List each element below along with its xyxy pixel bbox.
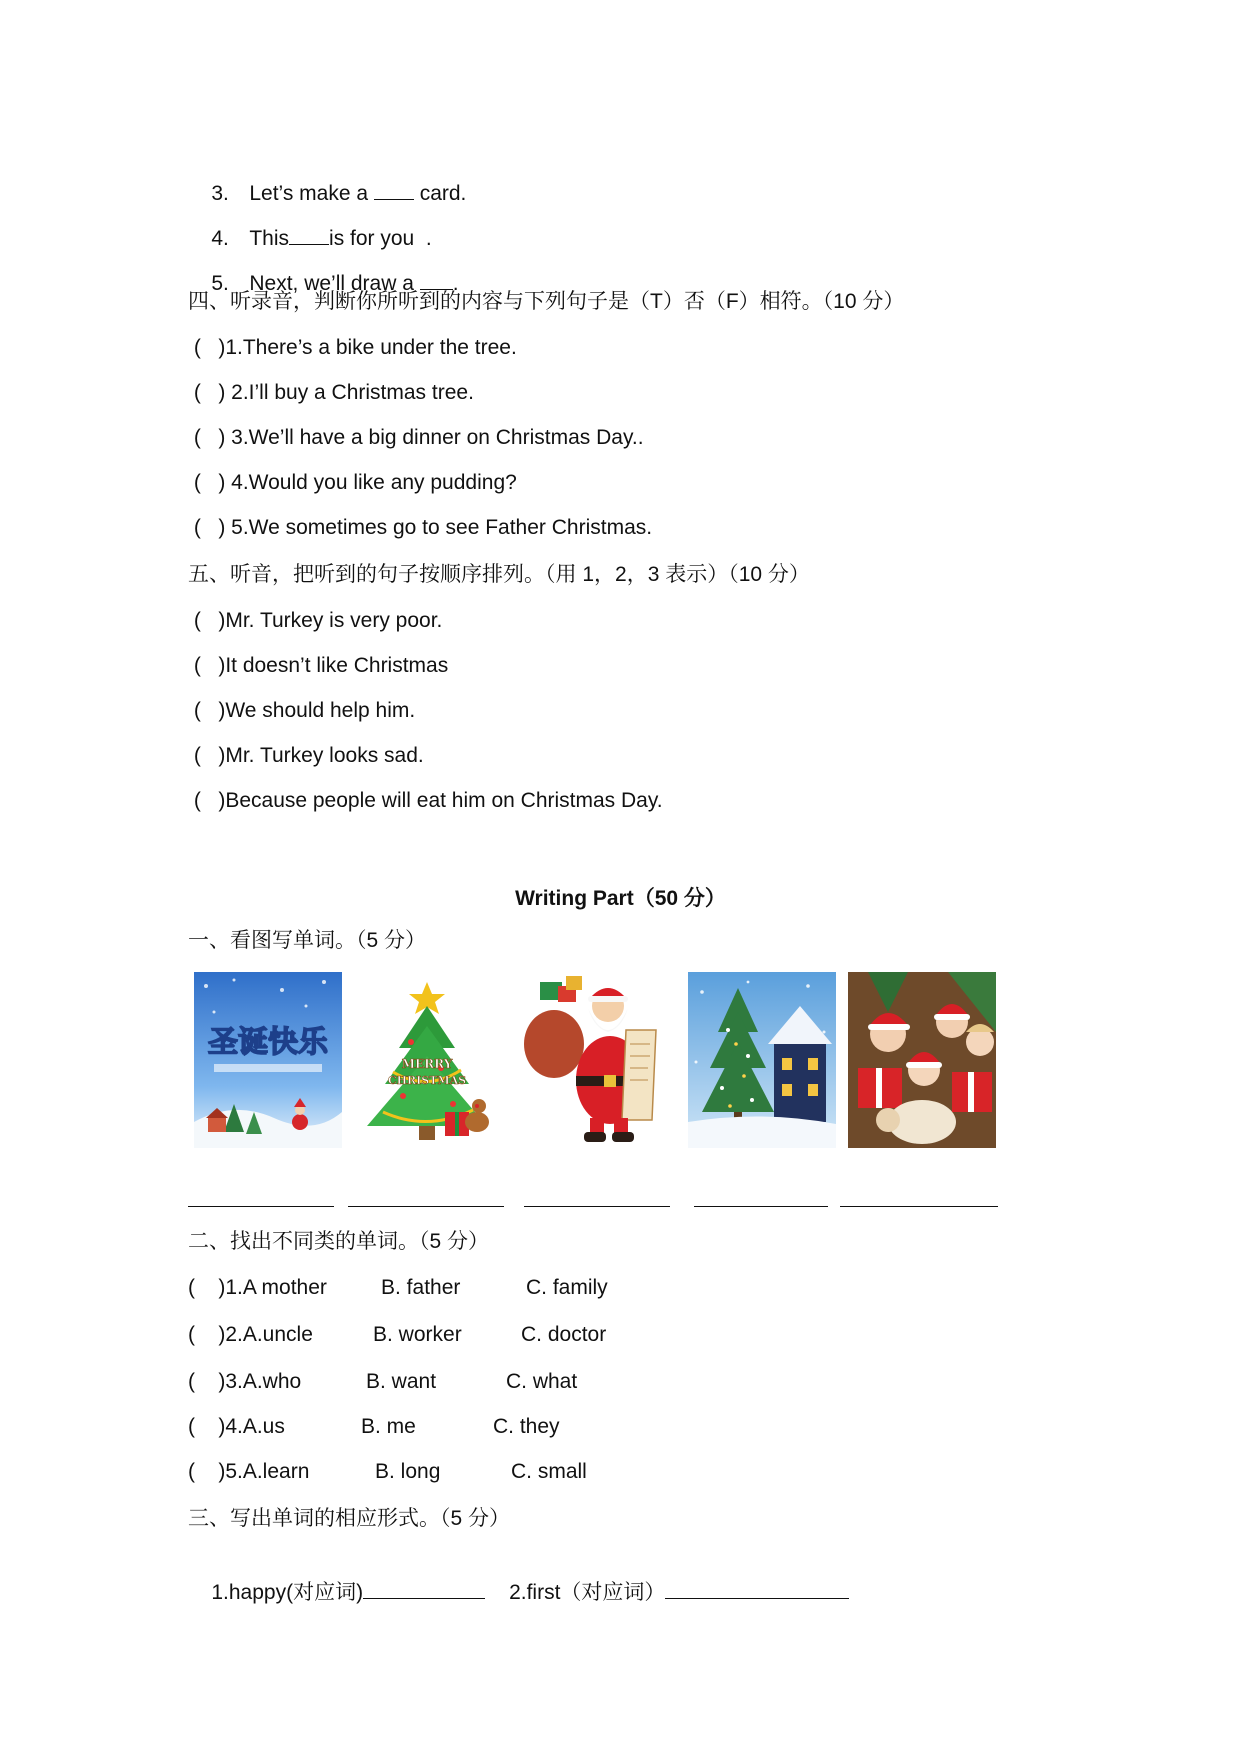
item-number: 3. — [211, 182, 229, 205]
writing-1-heading: 一、看图写单词。（5 分） — [188, 929, 427, 952]
option-b: B. me — [361, 1415, 416, 1438]
order-item-3: ( )We should help him. — [188, 699, 416, 722]
merry-christmas-card-picture — [194, 972, 342, 1148]
item-text-post: . — [452, 272, 459, 295]
answer-line-5[interactable] — [840, 1206, 998, 1207]
order-item-1: ( )Mr. Turkey is very poor. — [188, 609, 443, 632]
answer-line-2[interactable] — [348, 1206, 504, 1207]
answer-line-4[interactable] — [694, 1206, 828, 1207]
option-c: C. what — [506, 1370, 578, 1393]
answer-blank[interactable] — [374, 179, 414, 200]
card-lettering: 圣诞快乐 — [208, 1025, 328, 1060]
writing-3-heading: 三、写出单词的相应形式。（5 分） — [188, 1507, 511, 1530]
item-text-post: card. — [413, 182, 467, 205]
tree-lettering-2: CHRISTMAS — [387, 1074, 467, 1087]
item-text-pre: Let’s make a — [249, 182, 374, 205]
father-christmas-picture — [518, 972, 666, 1148]
order-item-2: ( )It doesn’t like Christmas — [188, 654, 449, 677]
order-item-4: ( )Mr. Turkey looks sad. — [188, 744, 424, 767]
option-c: C. they — [493, 1415, 560, 1438]
option-a: ( )4.A.us — [188, 1415, 285, 1438]
option-b: B. want — [366, 1370, 437, 1393]
word-form-q1: 1.happy(对应词) — [211, 1581, 364, 1604]
answer-blank[interactable] — [289, 224, 329, 245]
writing-part-title: Writing Part（50 分） — [515, 887, 726, 910]
writing-2-heading: 二、找出不同类的单词。（5 分） — [188, 1230, 490, 1253]
item-text-post: is for you . — [329, 227, 432, 250]
option-c: C. small — [511, 1460, 587, 1483]
option-a: ( )3.A.who — [188, 1370, 302, 1393]
answer-line-3[interactable] — [524, 1206, 670, 1207]
christmas-tree-picture — [353, 972, 501, 1148]
option-a: ( )1.A mother — [188, 1276, 327, 1299]
word-form-row — [188, 1552, 849, 1632]
section-4-heading: 四、听录音，判断你所听到的内容与下列句子是（T）否（F）相符。（10 分） — [188, 290, 905, 313]
option-b: B. father — [381, 1276, 461, 1299]
order-item-5: ( )Because people will eat him on Christmas Day. — [188, 789, 663, 812]
item-number: 4. — [211, 227, 229, 250]
item-text-pre: Next, we’ll draw a — [249, 272, 420, 295]
answer-blank-2[interactable] — [665, 1578, 849, 1599]
tf-item-2: ( ) 2.I’ll buy a Christmas tree. — [188, 381, 474, 404]
option-a: ( )5.A.learn — [188, 1460, 310, 1483]
tf-item-1: ( )1.There’s a bike under the tree. — [188, 336, 517, 359]
answer-blank-1[interactable] — [363, 1578, 485, 1599]
option-c: C. family — [526, 1276, 608, 1299]
tf-item-5: ( ) 5.We sometimes go to see Father Christmas. — [188, 516, 653, 539]
snowy-tree-house-picture — [688, 972, 836, 1148]
tf-item-4: ( ) 4.Would you like any pudding? — [188, 471, 517, 494]
item-number: 5. — [211, 272, 229, 295]
option-c: C. doctor — [521, 1323, 607, 1346]
answer-line-1[interactable] — [188, 1206, 334, 1207]
option-a: ( )2.A.uncle — [188, 1323, 313, 1346]
tree-lettering-1: MERRY — [401, 1057, 453, 1071]
tf-item-3: ( ) 3.We’ll have a big dinner on Christmas Day.. — [188, 426, 644, 449]
item-text-pre: This — [249, 227, 290, 250]
word-form-q2: 2.first（对应词） — [509, 1581, 666, 1604]
children-presents-picture — [848, 972, 996, 1148]
option-b: B. worker — [373, 1323, 462, 1346]
answer-blank[interactable] — [420, 269, 453, 290]
section-5-heading: 五、听音，把听到的句子按顺序排列。（用 1，2，3 表示）（10 分） — [188, 563, 810, 586]
option-b: B. long — [375, 1460, 441, 1483]
